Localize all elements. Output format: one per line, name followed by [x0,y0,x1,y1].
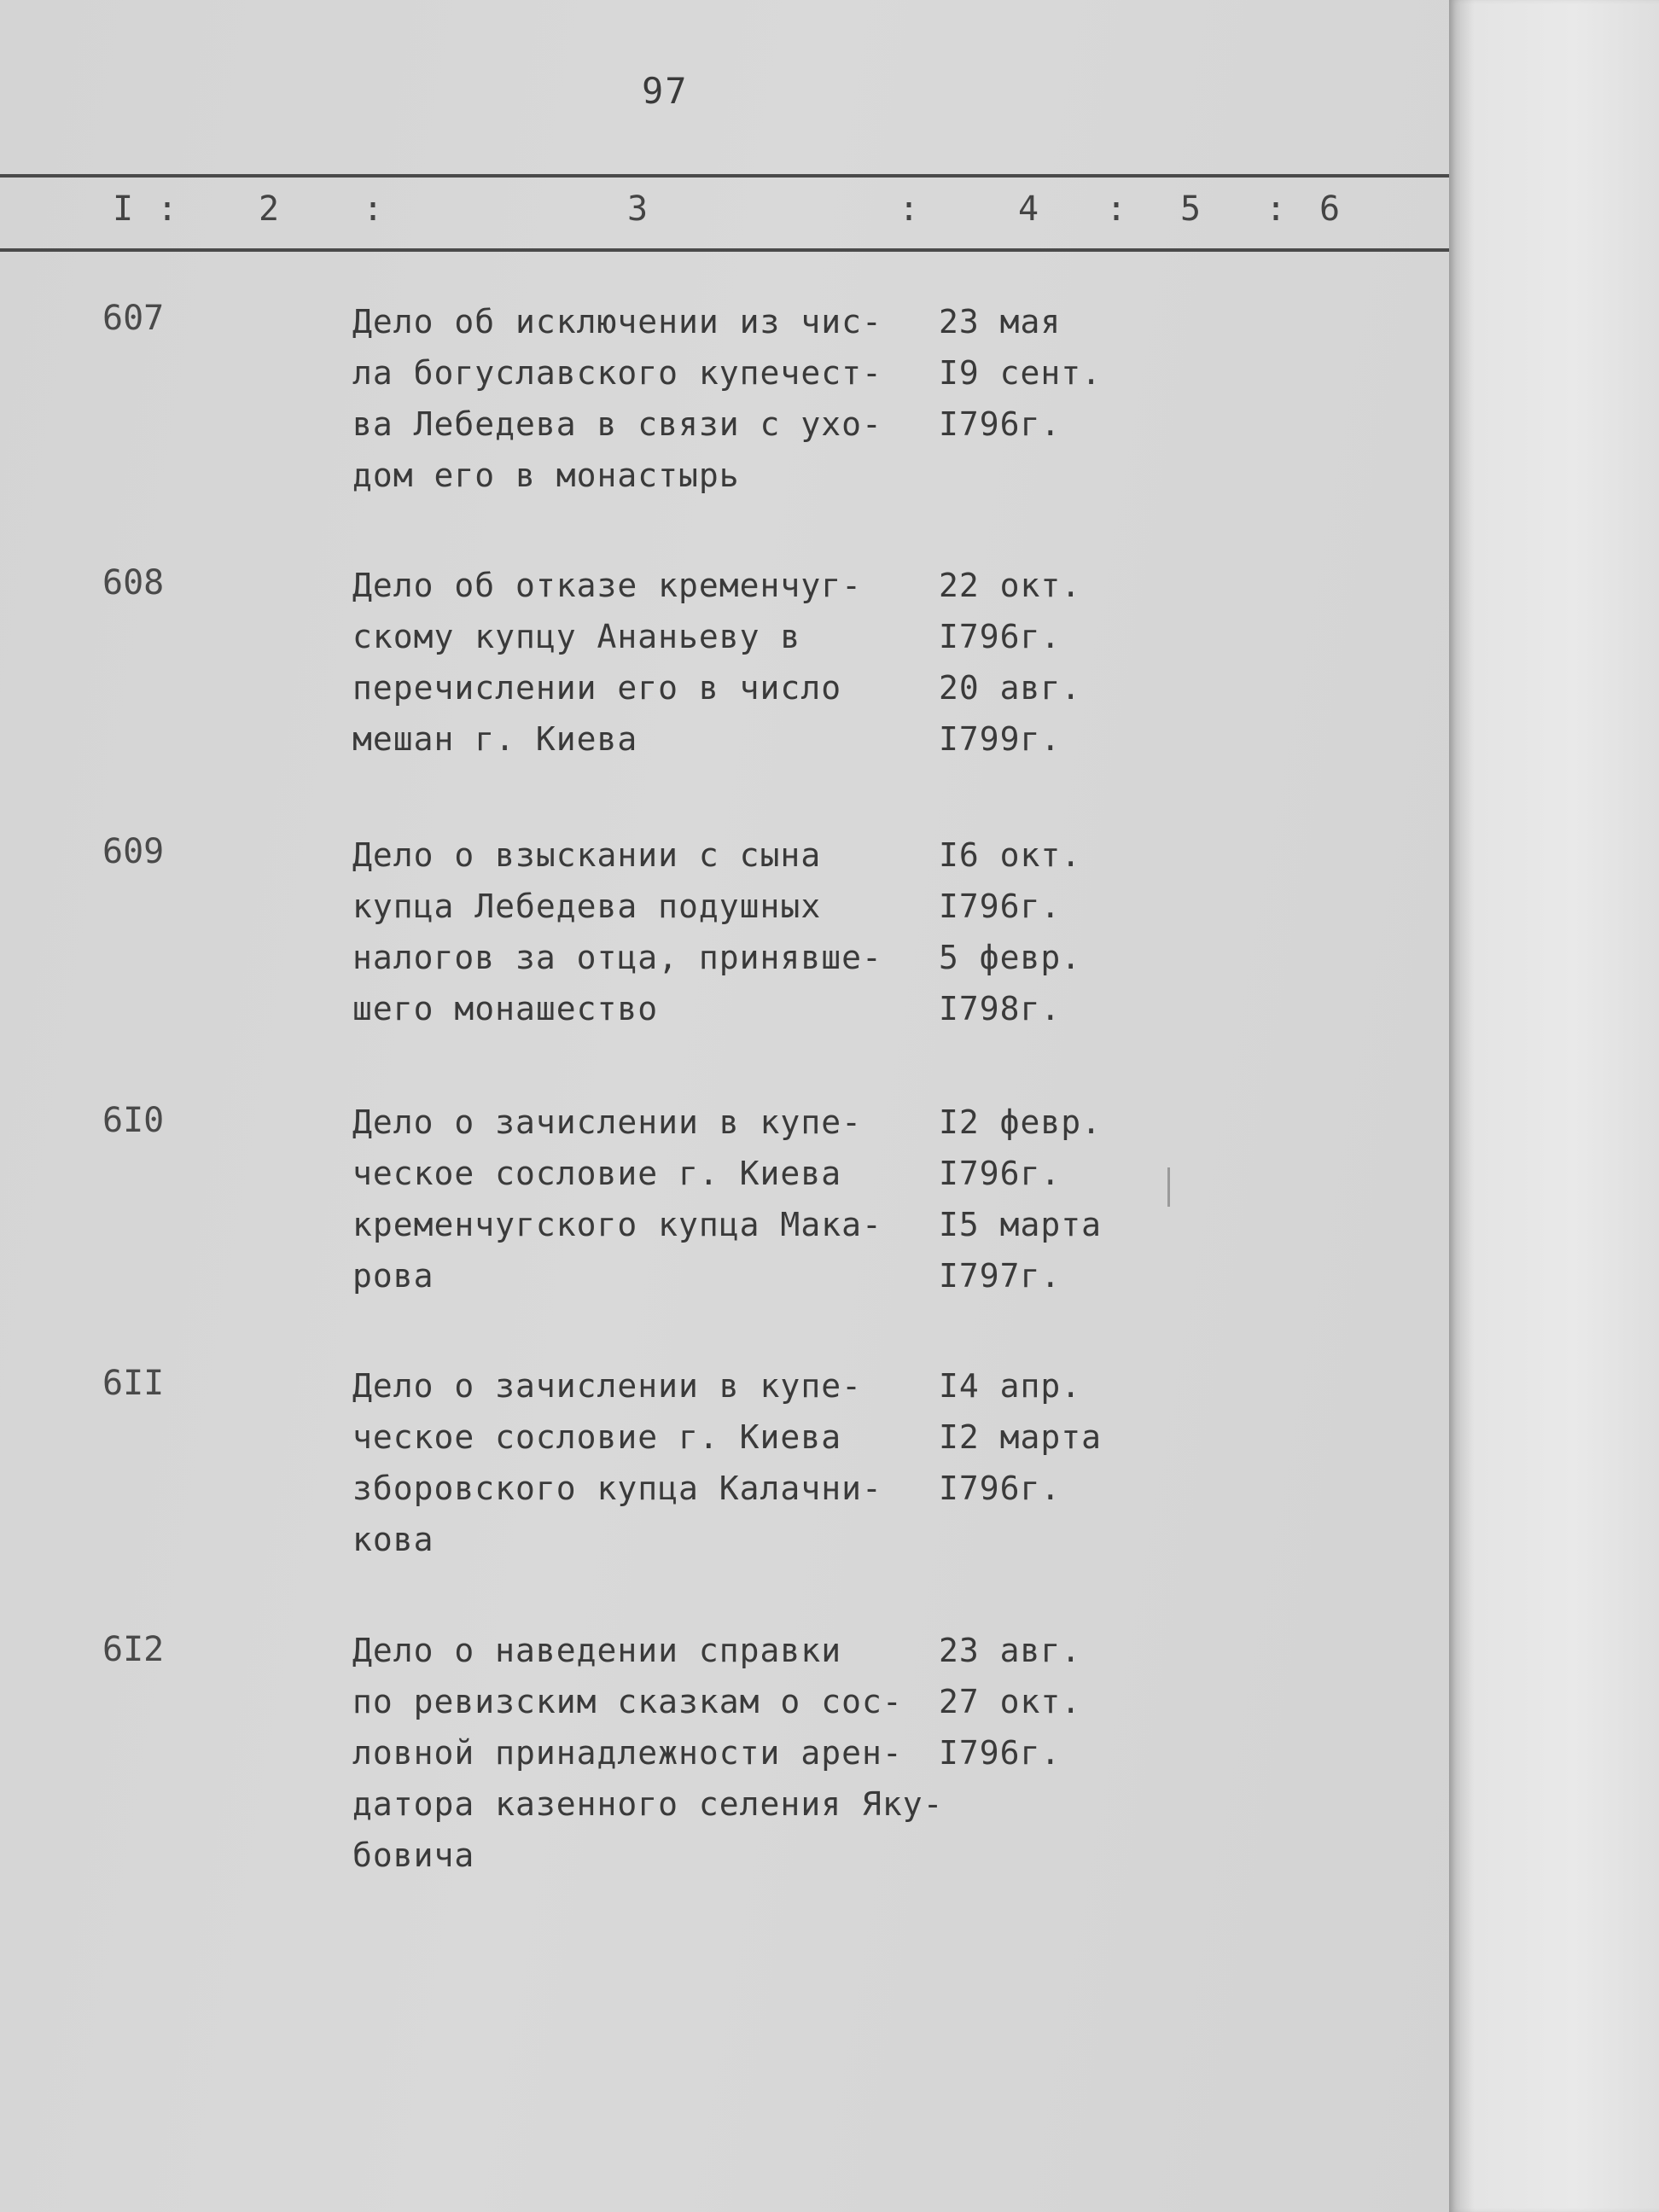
entry-number: 6I2 [102,1630,165,1669]
entry-dates: I4 апр. I2 марта I796г. [939,1367,1103,1507]
entry-dates: 23 мая I9 сент. I796г. [939,303,1103,443]
entry-number: 609 [102,832,165,871]
column-separator: : [1266,189,1287,229]
column-separator: : [363,189,384,229]
entry-number: 608 [102,563,165,602]
header-top-rule [0,174,1449,178]
column-head-4: 4 [1018,189,1039,229]
column-head-5: 5 [1180,189,1202,229]
adjacent-page-edge [1449,0,1659,2212]
entry-title: Дело о зачислении в купе- ческое сословие г. Киева зборовского купца Калачни- кова [352,1367,882,1558]
column-head-6: 6 [1319,189,1341,229]
entry-title: Дело о взыскании с сына купца Лебедева подушных налогов за отца, принявше- шего монашество [352,836,882,1027]
column-separator: : [899,189,920,229]
column-head-1: I [113,189,134,229]
entry-title: Дело об отказе кременчуг- скому купцу Ананьеву в перечислении его в число мешан г. Киева [352,567,862,758]
column-head-2: 2 [259,189,280,229]
column-separator: : [157,189,178,229]
column-head-3: 3 [627,189,649,229]
entry-dates: I2 февр. I796г. I5 марта I797г. [939,1103,1103,1295]
margin-pencil-mark [1167,1167,1170,1207]
entry-dates: 22 окт. I796г. 20 авг. I799г. [939,567,1082,758]
header-bottom-rule [0,248,1449,252]
entry-number: 6II [102,1364,165,1403]
entry-number: 607 [102,299,165,338]
entry-number: 6I0 [102,1101,165,1140]
entry-title: Дело о наведении справки по ревизским сказкам о сос- ловной принадлежности арен- датора казенного селения Яку- бовича [352,1632,944,1874]
page-number: 97 [642,70,689,112]
entry-title: Дело об исключении из чис- ла богуславского купечест- ва Лебедева в связи с ухо- дом его в монастырь [352,303,882,494]
entry-dates: 23 авг. 27 окт. I796г. [939,1632,1082,1772]
entry-dates: I6 окт. I796г. 5 февр. I798г. [939,836,1082,1027]
column-separator: : [1106,189,1127,229]
entry-title: Дело о зачислении в купе- ческое сословие г. Киева кременчугского купца Мака- рова [352,1103,882,1295]
